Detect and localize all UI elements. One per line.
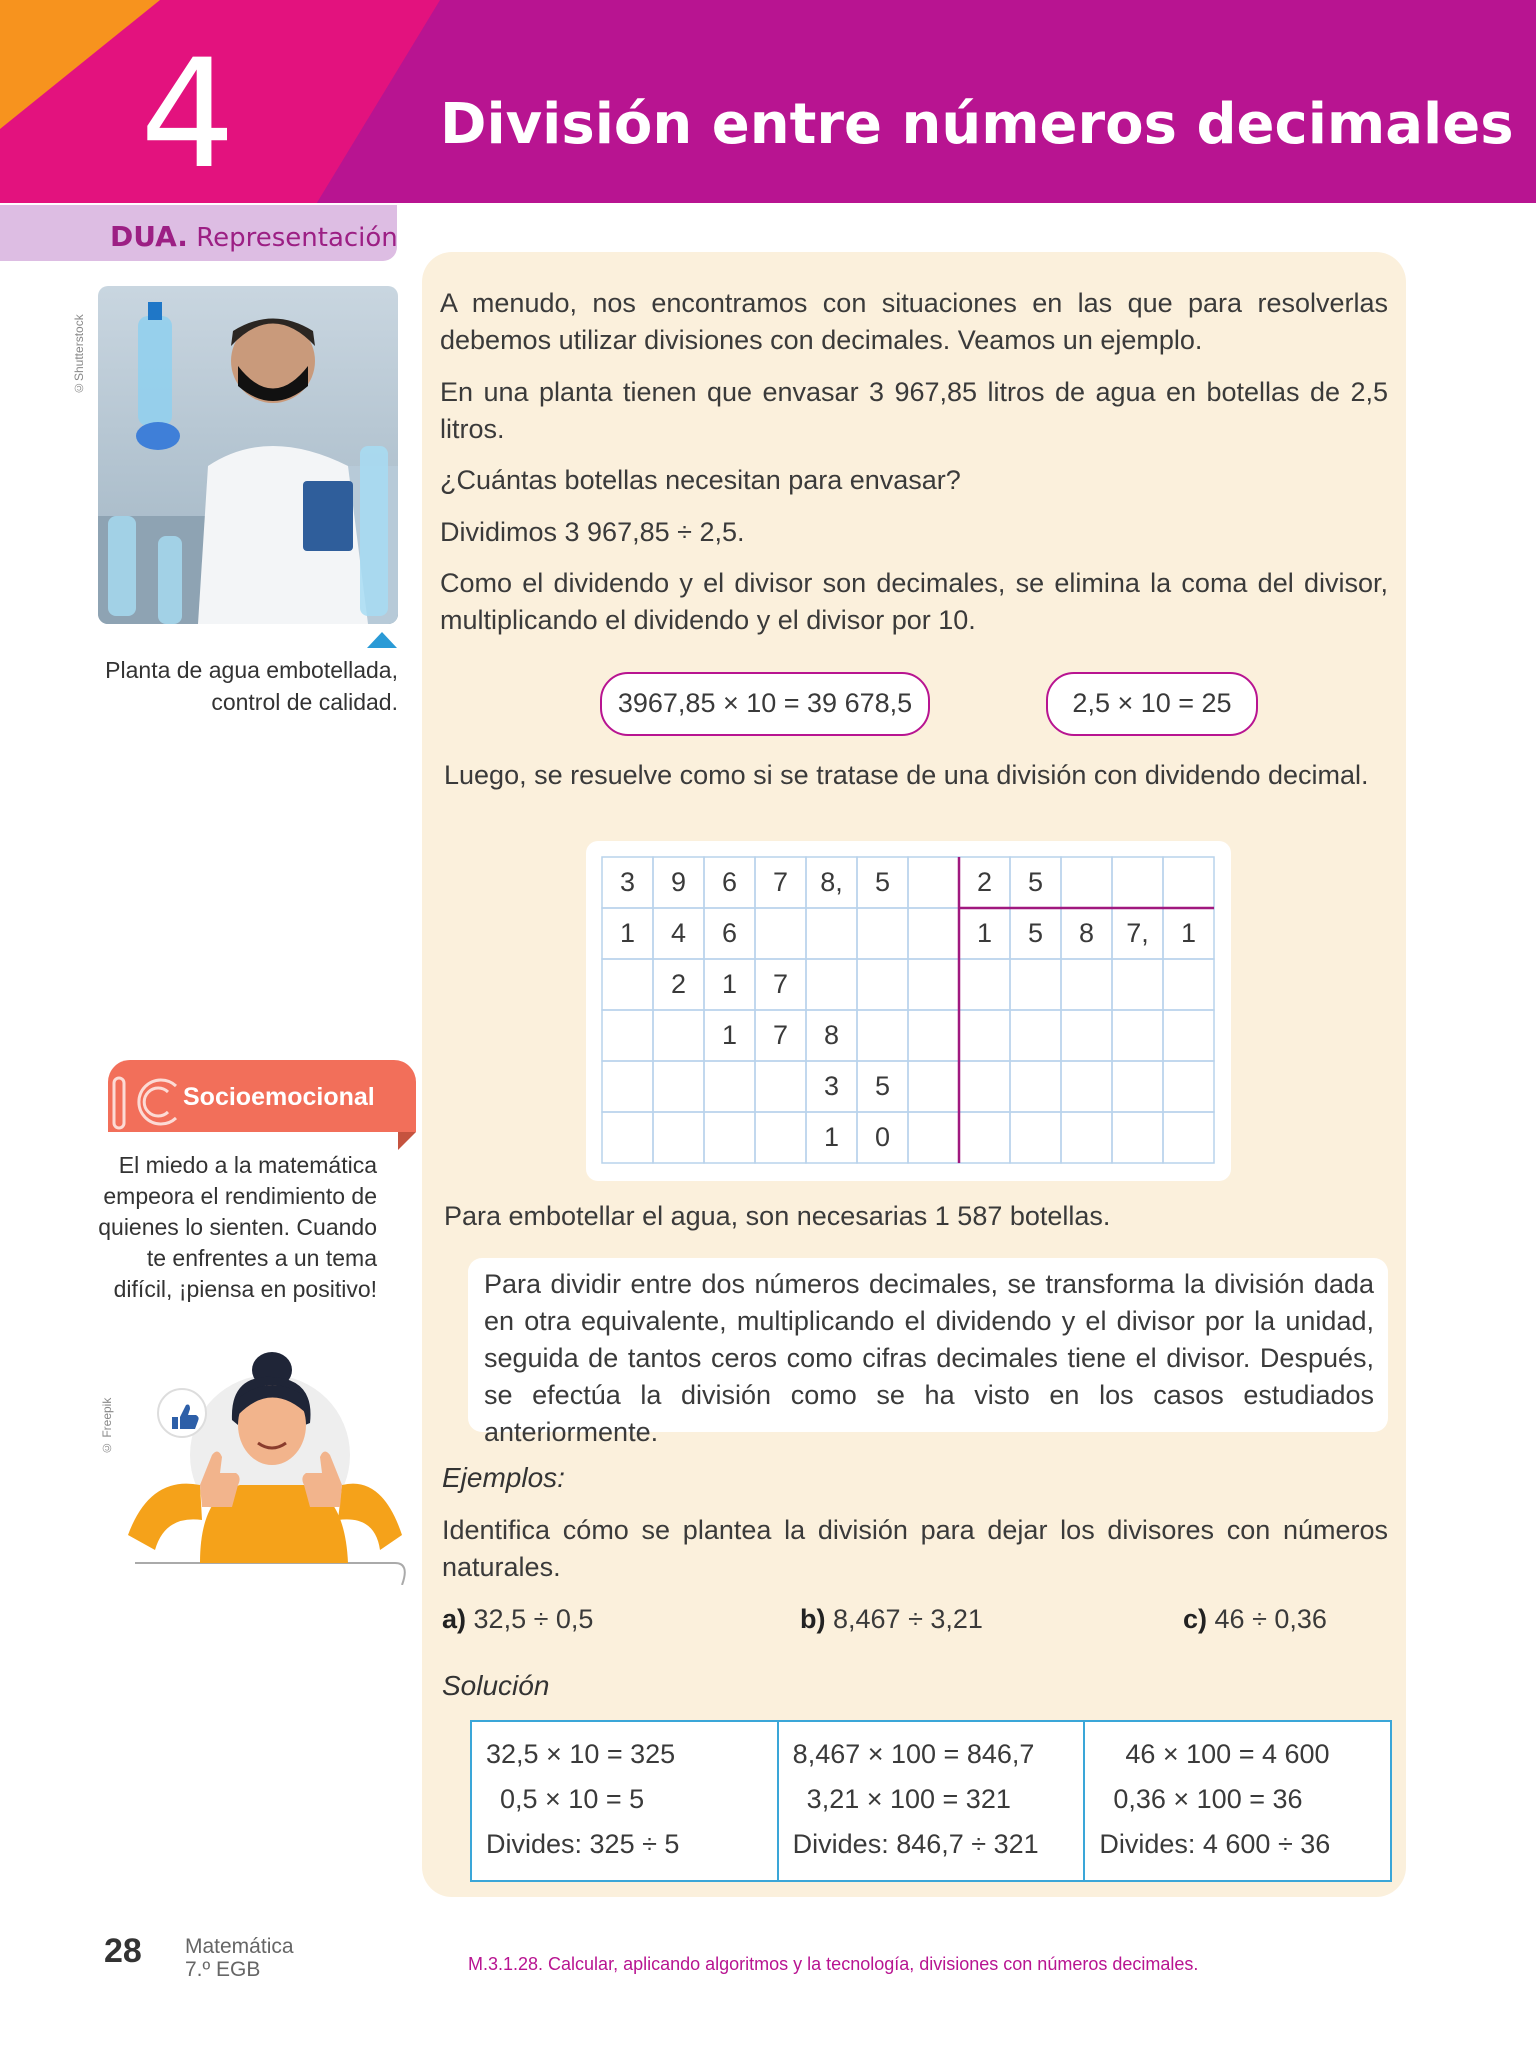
solution-b-line1: 8,467 × 100 = 846,7 [792,1739,1035,1769]
intro-paragraph: A menudo, nos encontramos con situaciones en las que para resolverlas debemos utilizar divisiones con decimales. Veamos un ejemplo. [440,288,1388,355]
grid-digit: 6 [721,918,738,948]
grid-cell [1163,1061,1214,1112]
grid-digit: 1 [976,918,993,948]
grid-cell [857,908,908,959]
grid-cell [602,1061,653,1112]
socioemotional-title: Socioemocional [183,1083,375,1111]
grid-cell [908,908,959,959]
solution-c-line1: 46 × 100 = 4 600 [1125,1739,1330,1769]
division-statement: Dividimos 3 967,85 ÷ 2,5. [440,517,745,547]
example-a [442,1604,593,1635]
example-b [800,1604,983,1635]
dua-category: Representación [196,223,398,253]
dua-bold: DUA. [110,220,188,253]
grid-digit: 7 [772,1020,789,1050]
grid-cell [1163,1112,1214,1163]
grid-digit: 3 [619,867,636,897]
example-a-expression: 32,5 ÷ 0,5 [473,1604,594,1634]
grid-cell [1061,959,1112,1010]
example-c-label: c) [1183,1604,1208,1634]
grid-cell [959,959,1010,1010]
grid-cell [1010,1112,1061,1163]
grid-cell [959,1010,1010,1061]
socioemotional-tab-fold [398,1132,416,1150]
grid-cell [1112,1112,1163,1163]
grid-cell [1112,1061,1163,1112]
thumbs-up-person-illustration [120,1335,410,1585]
question-paragraph: ¿Cuántas botellas necesitan para envasar? [440,465,961,495]
caption-pointer-icon [367,632,397,648]
grid-digit: 9 [670,867,687,897]
grid-cell [755,1061,806,1112]
grid-cell [602,1112,653,1163]
solution-b-line3: Divides: 846,7 ÷ 321 [792,1829,1039,1859]
chapter-number: 4 [140,28,236,202]
grid-digit: 4 [670,918,687,948]
examples-heading: Ejemplos: [442,1462,565,1493]
skill-code: M.3.1.28. Calcular, aplicando algoritmos y la tecnología, divisiones con números decimales. [468,1954,1199,1974]
dividend-multiplication: 3967,85 × 10 = 39 678,5 [600,672,930,736]
grid-digit: 0 [874,1122,891,1152]
grid-cell [602,959,653,1010]
problem-paragraph: En una planta tienen que envasar 3 967,85 litros de agua en botellas de 2,5 litros. [440,377,1388,444]
dua-label [110,220,398,253]
solution-column-c [1085,1722,1390,1880]
grid-digit: 7 [772,867,789,897]
socioemotional-ic-icon [108,1072,186,1132]
solution-b-line2: 3,21 × 100 = 321 [806,1784,1011,1814]
page-title: División entre números decimales [440,92,1514,157]
grid-digit: 5 [874,1071,891,1101]
grid-cell [857,959,908,1010]
grid-cell [704,1061,755,1112]
example-c [1183,1604,1327,1635]
grid-digit: 1 [1180,918,1197,948]
grid-cell [1061,857,1112,908]
grid-digit: 8 [823,1020,840,1050]
grid-digit: 6 [721,867,738,897]
grid-digit: 5 [1027,918,1044,948]
photo-credit: ©Shutterstock [72,314,86,395]
grid-cell [806,959,857,1010]
grid-cell [1112,857,1163,908]
grid-cell [908,857,959,908]
rule-text: Para dividir entre dos números decimales, se transforma la división dada en otra equivalente, multiplicando el dividendo y el divisor por la unidad, seguida de tantos ceros como cifras decimales tiene el divisor. Después, se efectúa la división como se ha visto en los casos estudiados anteriormente. [484,1269,1374,1447]
figure-credit: © Freepik [100,1397,114,1455]
solution-a-line3: Divides: 325 ÷ 5 [486,1829,680,1859]
footer-subject [185,1935,294,1981]
grid-cell [1010,1010,1061,1061]
grid-digit: 2 [670,969,687,999]
grid-digit: 8 [1078,918,1095,948]
solution-c-line3: Divides: 4 600 ÷ 36 [1099,1829,1331,1859]
grid-cell [653,1112,704,1163]
grid-cell [704,1112,755,1163]
solution-column-b [779,1722,1086,1880]
grid-digit: 5 [1027,867,1044,897]
explanation-paragraph: Como el dividendo y el divisor son decimales, se elimina la coma del divisor, multiplicando el dividendo y el divisor por 10. [440,568,1388,635]
grid-digit: 8, [820,867,843,897]
grid-cell [908,959,959,1010]
example-b-expression: 8,467 ÷ 3,21 [833,1604,983,1634]
grid-digit: 1 [721,969,738,999]
grid-digit: 1 [619,918,636,948]
grid-digit: 2 [976,867,993,897]
grid-digit: 1 [721,1020,738,1050]
divisor-multiplication: 2,5 × 10 = 25 [1046,672,1258,736]
method-paragraph: Luego, se resuelve como si se tratase de una división con dividendo decimal. [444,760,1369,790]
bottling-plant-photo [98,286,398,624]
grid-digit: 7, [1126,918,1149,948]
solution-c-line2: 0,36 × 100 = 36 [1113,1784,1303,1814]
solution-table [470,1720,1392,1882]
long-division-grid [600,855,1220,1167]
grid-cell [755,908,806,959]
example-c-expression: 46 ÷ 0,36 [1214,1604,1327,1634]
grid-cell [1061,1010,1112,1061]
grid-cell [602,1010,653,1061]
solution-a-line2: 0,5 × 10 = 5 [500,1784,645,1814]
socioemotional-text: El miedo a la matemática empeora el rendimiento de quienes lo sienten. Cuando te enfrentes a un tema difícil, ¡piensa en positivo! [98,1152,377,1302]
subject-name: Matemática [185,1935,294,1958]
grid-cell [1112,959,1163,1010]
example-b-label: b) [800,1604,826,1634]
grid-digit: 1 [823,1122,840,1152]
grid-cell [959,1112,1010,1163]
grid-cell [857,1010,908,1061]
grid-cell [1061,1112,1112,1163]
page-number: 28 [104,1932,142,1970]
grid-cell [1163,959,1214,1010]
result-paragraph: Para embotellar el agua, son necesarias 1 587 botellas. [444,1201,1111,1231]
grade-level: 7.º EGB [185,1958,261,1981]
examples-instruction: Identifica cómo se plantea la división para dejar los divisores con números naturales. [442,1515,1388,1582]
grid-digit: 5 [874,867,891,897]
grid-cell [1163,857,1214,908]
solution-column-a [472,1722,779,1880]
grid-cell [1010,959,1061,1010]
solution-a-line1: 32,5 × 10 = 325 [486,1739,676,1769]
grid-cell [1010,1061,1061,1112]
grid-cell [653,1010,704,1061]
grid-cell [1112,1010,1163,1061]
example-a-label: a) [442,1604,467,1634]
grid-cell [908,1010,959,1061]
grid-cell [755,1112,806,1163]
grid-cell [653,1061,704,1112]
grid-digit: 7 [772,969,789,999]
solution-heading: Solución [442,1670,550,1701]
grid-cell [1163,1010,1214,1061]
grid-cell [908,1061,959,1112]
grid-cell [806,908,857,959]
grid-digit: 3 [823,1071,840,1101]
grid-cell [959,1061,1010,1112]
grid-cell [908,1112,959,1163]
photo-caption: Planta de agua embotellada, control de calidad. [105,657,398,715]
grid-cell [1061,1061,1112,1112]
